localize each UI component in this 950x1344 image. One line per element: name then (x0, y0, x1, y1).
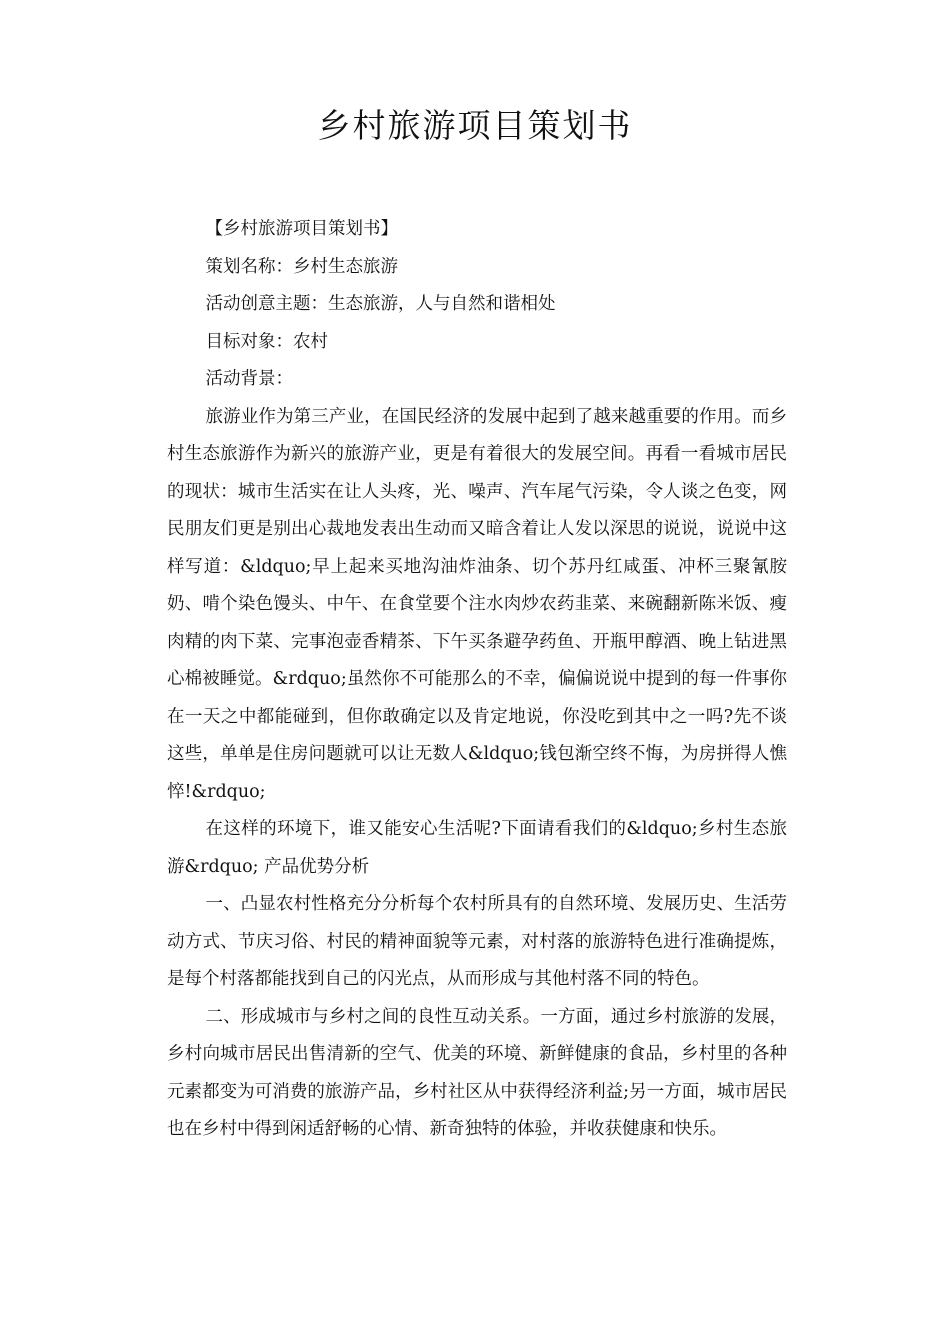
document-title: 乡村旅游项目策划书 (317, 106, 633, 145)
paragraph-plan-name: 策划名称：乡村生态旅游 (205, 256, 398, 277)
document-body (167, 211, 787, 1149)
paragraph-target: 目标对象：农村 (205, 331, 328, 352)
paragraph-heading: 【乡村旅游项目策划书】 (205, 219, 398, 239)
paragraph-theme: 活动创意主题：生态旅游，人与自然和谐相处 (205, 294, 556, 314)
paragraph-background: 旅游业作为第三产业，在国民经济的发展中起到了越来越重要的作用。而乡村生态旅游作为新兴的旅游产业，更是有着很大的发展空间。再看一看城市居民的现状：城市生活实在让人头疼，光、噪声、汽车尾气污染，令人谈之色变，网民朋友们更是别出心裁地发表出生动而又暗含着让人发以深思的说说，说说中这样写道：&ldquo;早上起来买地沟油炸油条、切个苏丹红咸蛋、冲杯三聚氰胺奶、啃个染色馒头、中午、在食堂要个注水肉炒农药韭菜、来碗翻新陈米饭、瘦肉精的肉下菜、完事泡壶香精茶、下午买条避孕药鱼、开瓶甲醇酒、晚上钻进黑心棉被睡觉。&rdquo;虽然你不可能那么的不幸，偏偏说说中提到的每一件事你在一天之中都能碰到，但你敢确定以及肯定地说，你没吃到其中之一吗?先不谈这些，单单是住房问题就可以让无数人&ldquo;钱包渐空终不悔，为房拼得人憔悴!&rdquo; (167, 406, 787, 802)
paragraph-advantage-two: 二、形成城市与乡村之间的良性互动关系。一方面，通过乡村旅游的发展，乡村向城市居民出售清新的空气、优美的环境、新鲜健康的食品，乡村里的各种元素都变为可消费的旅游产品，乡村社区从中获得经济利益;另一方面，城市居民也在乡村中得到闲适舒畅的心情、新奇独特的体验，并收获健康和快乐。 (167, 1006, 787, 1139)
paragraph-background-label: 活动背景： (205, 369, 293, 389)
paragraph-environment: 在这样的环境下，谁又能安心生活呢?下面请看我们的&ldquo;乡村生态旅游&rdquo; 产品优势分析 (167, 819, 787, 877)
paragraph-advantage-one: 一、凸显农村性格充分分析每个农村所具有的自然环境、发展历史、生活劳动方式、节庆习俗、村民的精神面貌等元素，对村落的旅游特色进行准确提炼，是每个村落都能找到自己的闪光点，从而形成与其他村落不同的特色。 (167, 894, 787, 989)
